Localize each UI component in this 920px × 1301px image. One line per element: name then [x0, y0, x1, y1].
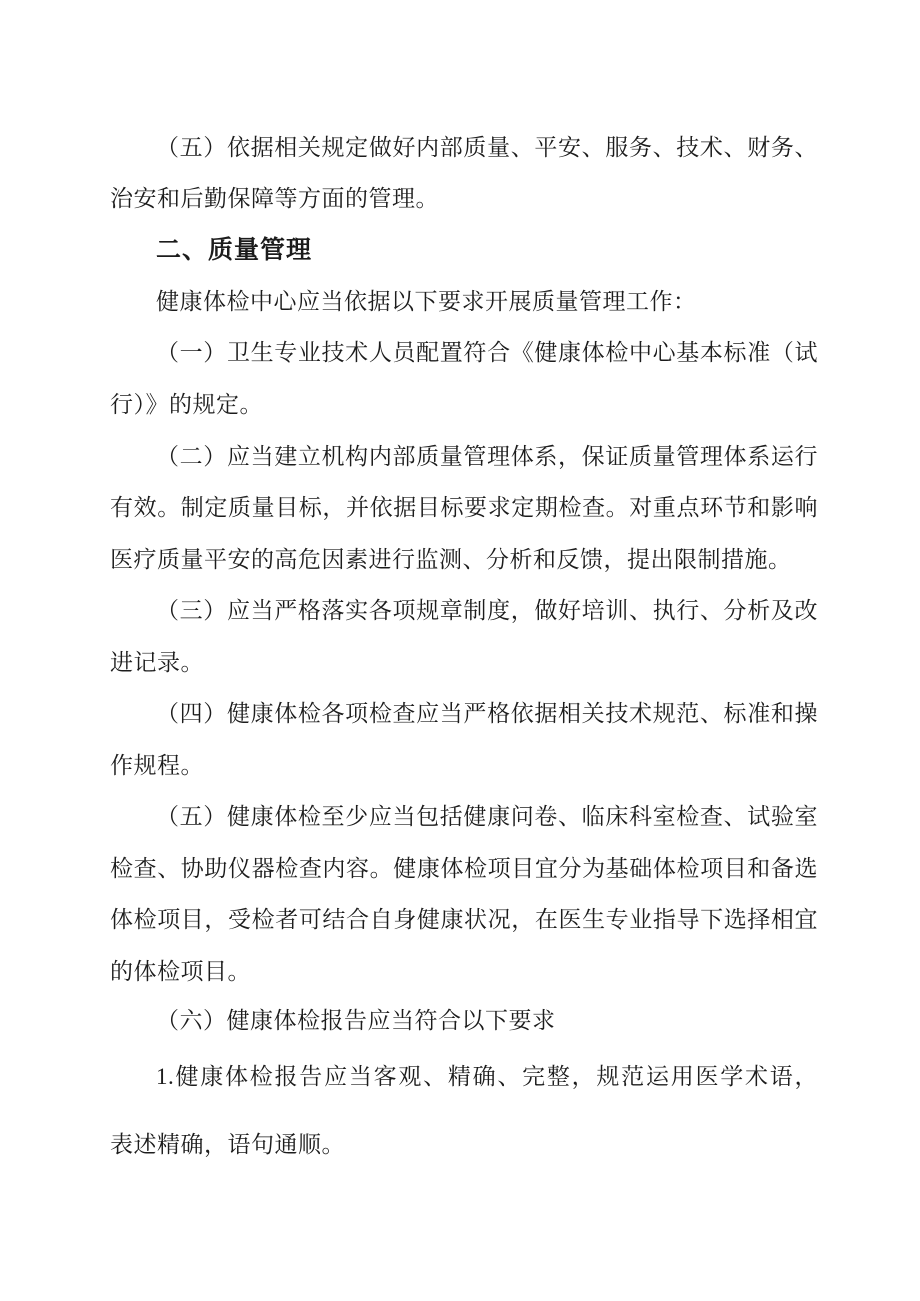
doc-line: 体检项目，受检者可结合自身健康状况，在医生专业指导下选择相宜 — [110, 907, 818, 932]
doc-line: 医疗质量平安的高危因素进行监测、分析和反馈，提出限制措施。 — [110, 547, 792, 572]
doc-line: （二）应当建立机构内部质量管理体系，保证质量管理体系运行 — [156, 444, 818, 469]
doc-line: 检查、协助仪器检查内容。健康体检项目宜分为基础体检项目和备选 — [110, 856, 818, 881]
doc-line: 治安和后勤保障等方面的管理。 — [110, 186, 439, 211]
section-heading: 二、质量管理 — [156, 236, 313, 264]
doc-line: （五）依据相关规定做好内部质量、平安、服务、技术、财务、 — [156, 135, 818, 160]
doc-line: （六）健康体检报告应当符合以下要求 — [156, 1008, 556, 1033]
doc-line: 作规程。 — [110, 753, 204, 778]
doc-line: （一）卫生专业技术人员配置符合《健康体检中心基本标准（试 — [156, 340, 818, 365]
doc-line: （三）应当严格落实各项规章制度，做好培训、执行、分析及改 — [156, 598, 818, 623]
doc-line: 进记录。 — [110, 650, 204, 675]
doc-line: （五）健康体检至少应当包括健康问卷、临床科室检查、试验室 — [156, 804, 818, 829]
doc-line: 的体检项目。 — [110, 959, 251, 984]
doc-line: （四）健康体检各项检查应当严格依据相关技术规范、标准和操 — [156, 701, 818, 726]
doc-line: 行）》的规定。 — [110, 392, 263, 417]
doc-line: 有效。制定质量目标，并依据目标要求定期检查。对重点环节和影响 — [110, 495, 818, 520]
doc-line: 表述精确，语句通顺。 — [110, 1132, 345, 1157]
doc-line: 健康体检中心应当依据以下要求开展质量管理工作： — [156, 289, 697, 314]
doc-line: 1.健康体检报告应当客观、精确、完整，规范运用医学术语， — [156, 1064, 818, 1089]
